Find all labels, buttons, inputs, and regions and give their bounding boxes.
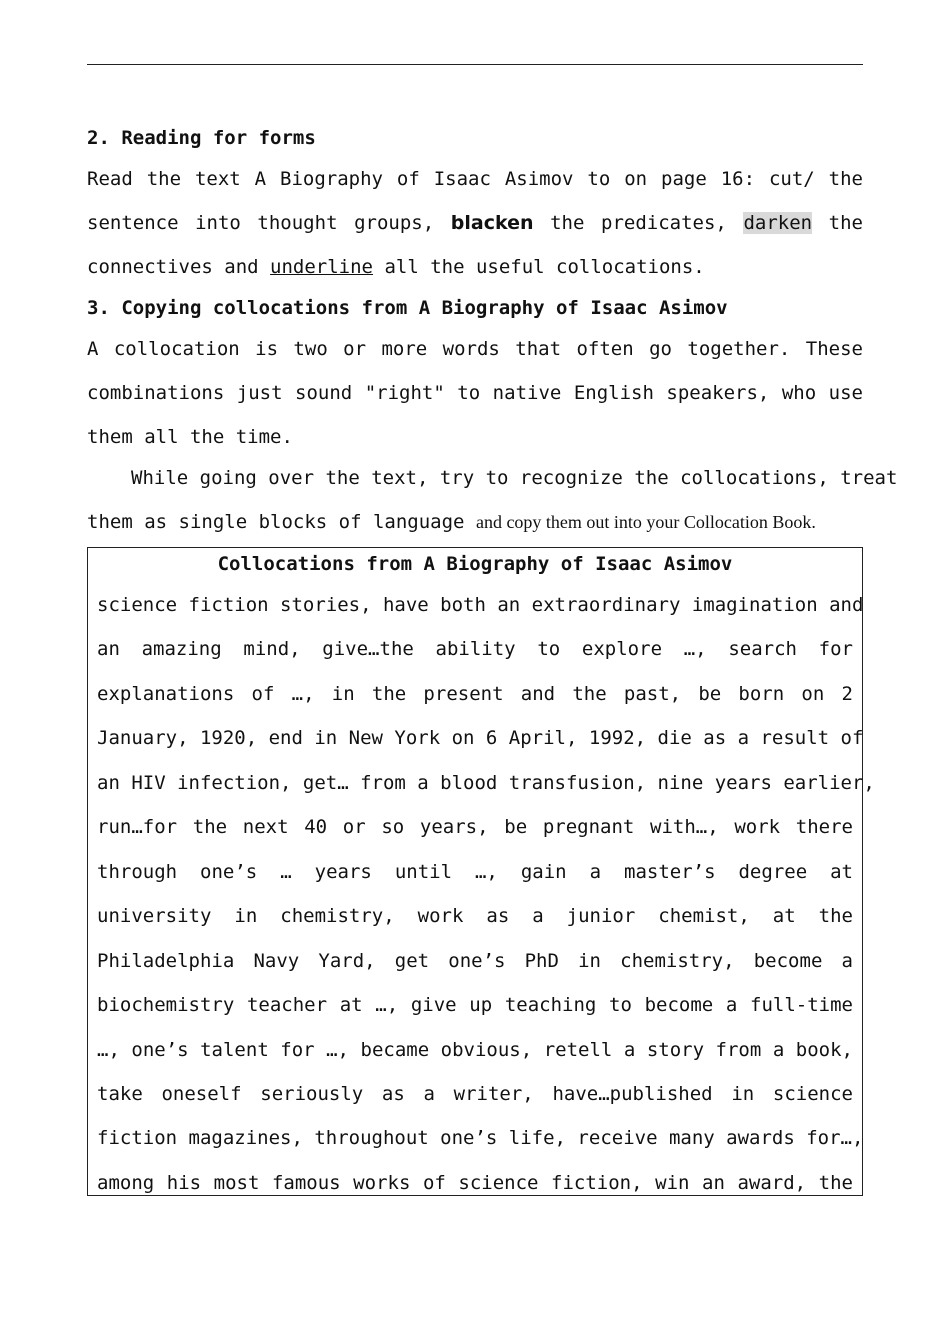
collocation-line: an HIV infection, get… from a blood transfusion, nine years earlier, [97,771,875,794]
collocation-line: science fiction stories, have both an extraordinary imagination and [97,594,864,616]
section-2-line-3 [87,254,863,280]
section-3-para-1-line-2: combinations just sound "right" to native English speakers, who use [87,382,863,404]
collocation-line: among his most famous works of science fiction, win an award, the [97,1171,853,1194]
collocation-line: take oneself seriously as a writer, have…published in science [97,1082,853,1105]
section-3-para-2-line-1: While going over the text, try to recognize the collocations, treat [131,467,898,489]
collocation-line: biochemistry teacher at …, give up teaching to become a full-time [97,994,853,1017]
collocation-line: fiction magazines, throughout one’s life, receive many awards for…, [97,1127,864,1150]
collocation-box-title [0,551,950,577]
darken-word: darken [743,212,813,234]
section-3-para-1-line-1: A collocation is two or more words that often go together. These [87,338,863,360]
section-3-para-2-line-2 [87,509,863,535]
collocation-line: Philadelphia Navy Yard, get one’s PhD in chemistry, become a [97,949,853,972]
line-3-text-b: all the useful collocations. [384,256,705,278]
section-3-para-1-line-3: them all the time. [87,426,293,448]
collocation-line: explanations of …, in the present and the past, be born on 2 [97,682,853,705]
blacken-word: blacken [450,212,534,234]
section-2-line-2 [87,210,863,236]
collocation-box-title-text: Collocations from A Biography of Isaac Asimov [217,553,733,575]
line-2-text-b: the predicates, [550,212,727,234]
collocation-line: university in chemistry, work as a junior chemist, at the [97,905,853,928]
section-3-heading: 3. Copying collocations from A Biography of Isaac Asimov [87,297,728,319]
section-2-line-1: Read the text A Biography of Isaac Asimov to on page 16: cut/ the [87,168,863,190]
line-2-text-c: the [828,212,863,234]
header-rule [87,64,863,65]
collocation-line: through one’s … years until …, gain a master’s degree at [97,860,853,883]
collocation-line: January, 1920, end in New York on 6 April, 1992, die as a result of [97,727,864,750]
para-2-line-2-text-b: and copy them out into your Collocation Book. [475,512,816,532]
underline-word: underline [270,256,373,278]
collocation-line: …, one’s talent for …, became obvious, retell a story from a book, [97,1038,853,1061]
collocation-line: an amazing mind, give…the ability to explore …, search for [97,638,853,661]
line-3-text-a: connectives and [87,256,259,278]
collocation-line: run…for the next 40 or so years, be pregnant with…, work there [97,816,853,839]
line-2-text-a: sentence into thought groups, [87,212,435,234]
para-2-line-2-text-a: them as single blocks of language [87,511,465,533]
section-2-heading: 2. Reading for forms [87,127,316,149]
